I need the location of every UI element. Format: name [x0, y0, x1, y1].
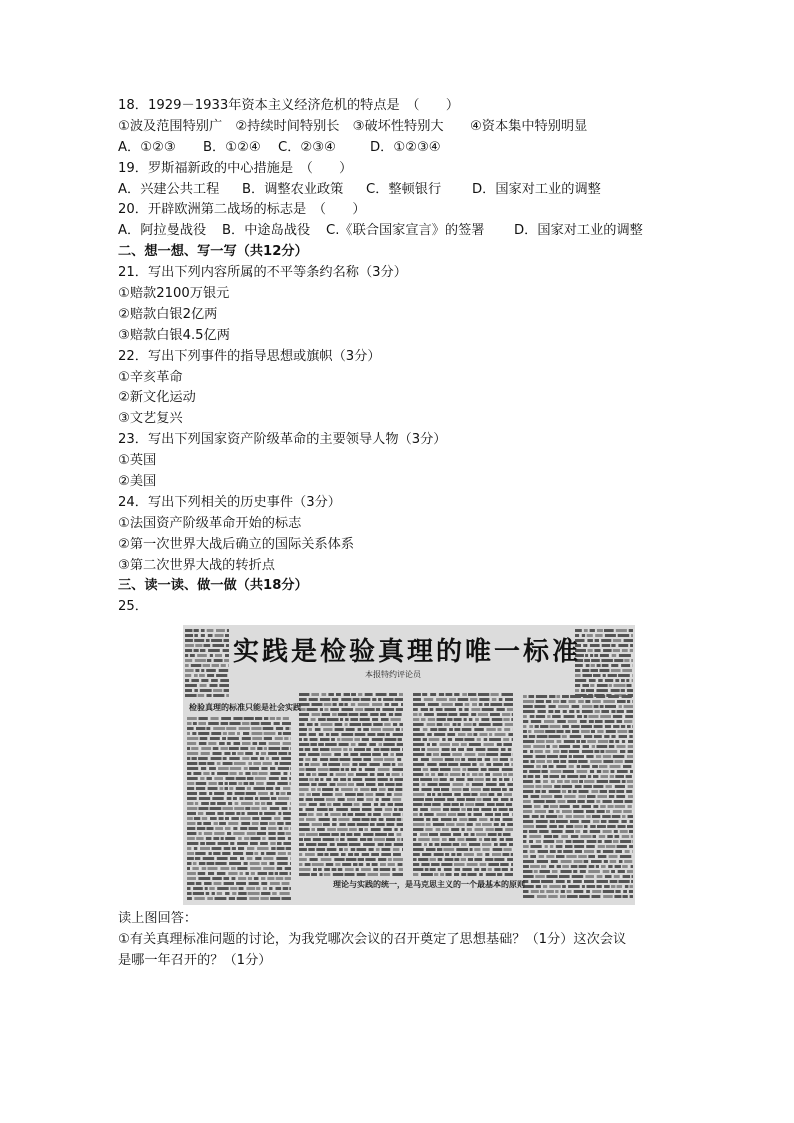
question-21-stem: 21．写出下列内容所属的不平等条约名称（3分） [118, 265, 407, 281]
question-19-stem: 19．罗斯福新政的中心措施是 （ ） [118, 160, 353, 176]
option-c: C．②③④ [278, 139, 336, 155]
question-22-item: ③文艺复兴 [118, 411, 183, 427]
option-b: B．①②④ [203, 139, 261, 155]
newspaper-subheading: 检验真理的标准只能是社会实践 [189, 702, 301, 713]
question-25-prompt: 读上图回答： [118, 911, 198, 927]
newspaper-figure [183, 625, 635, 905]
question-23-item: ①英国 [118, 453, 157, 469]
question-20-stem: 20．开辟欧洲第二战场的标志是 （ ） [118, 202, 366, 218]
question-23-item: ②美国 [118, 474, 157, 490]
question-24-item: ①法国资产阶级革命开始的标志 [118, 515, 302, 531]
question-18-stem: 18．1929－1933年资本主义经济危机的特点是 （ ） [118, 98, 460, 113]
question-24-item: ③第二次世界大战的转折点 [118, 557, 275, 573]
question-25-line-2: 是哪一年召开的？（1分） [118, 953, 272, 969]
question-21-item: ③赔款白银4.5亿两 [118, 327, 230, 343]
option-a: A．阿拉曼战役 [118, 223, 207, 239]
question-25-line-1: ①有关真理标准问题的讨论，为我党哪次会议的召开奠定了思想基础？（1分）这次会议 [118, 932, 627, 948]
question-25-number: 25． [118, 599, 148, 615]
question-22-stem: 22．写出下列事件的指导思想或旗帜（3分） [118, 348, 381, 364]
question-18-options [118, 138, 678, 159]
newspaper-headline: 实践是检验真理的唯一标准 [233, 637, 582, 668]
question-24-stem: 24．写出下列相关的历史事件（3分） [118, 494, 341, 510]
option-a: A．兴建公共工程 [118, 181, 220, 197]
question-21-item: ②赔款白银2亿两 [118, 306, 218, 322]
question-22-item: ①辛亥革命 [118, 369, 183, 385]
option-a: A．①②③ [118, 139, 176, 155]
question-24-item: ②第一次世界大战后确立的国际关系体系 [118, 536, 355, 552]
option-d: D．①②③④ [370, 139, 441, 155]
question-20-options [118, 221, 678, 242]
section-2-title: 二、想一想、写一写（共12分） [118, 244, 308, 260]
newspaper-caption: 理论与实践的统一，是马克思主义的一个最基本的原则 [333, 879, 525, 890]
question-23-stem: 23．写出下列国家资产阶级革命的主要领导人物（3分） [118, 432, 447, 448]
option-b: B．中途岛战役 [222, 223, 311, 239]
question-22-item: ②新文化运动 [118, 390, 196, 406]
option-d: D．国家对工业的调整 [472, 181, 601, 197]
exam-page [118, 96, 678, 972]
option-c: C．整顿银行 [366, 181, 442, 197]
option-d: D．国家对工业的调整 [514, 223, 643, 239]
option-c: C.《联合国家宣言》的签署 [326, 223, 485, 239]
newspaper-byline: 本报特约评论员 [365, 670, 421, 680]
option-b: B．调整农业政策 [242, 181, 344, 197]
question-19-options [118, 180, 678, 201]
question-21-item: ①赔款2100万银元 [118, 286, 230, 302]
section-3-title: 三、读一读、做一做（共18分） [118, 578, 308, 594]
question-18-items: ①波及范围特别广 ②持续时间特别长 ③破坏性特别大 ④资本集中特别明显 [118, 118, 588, 134]
